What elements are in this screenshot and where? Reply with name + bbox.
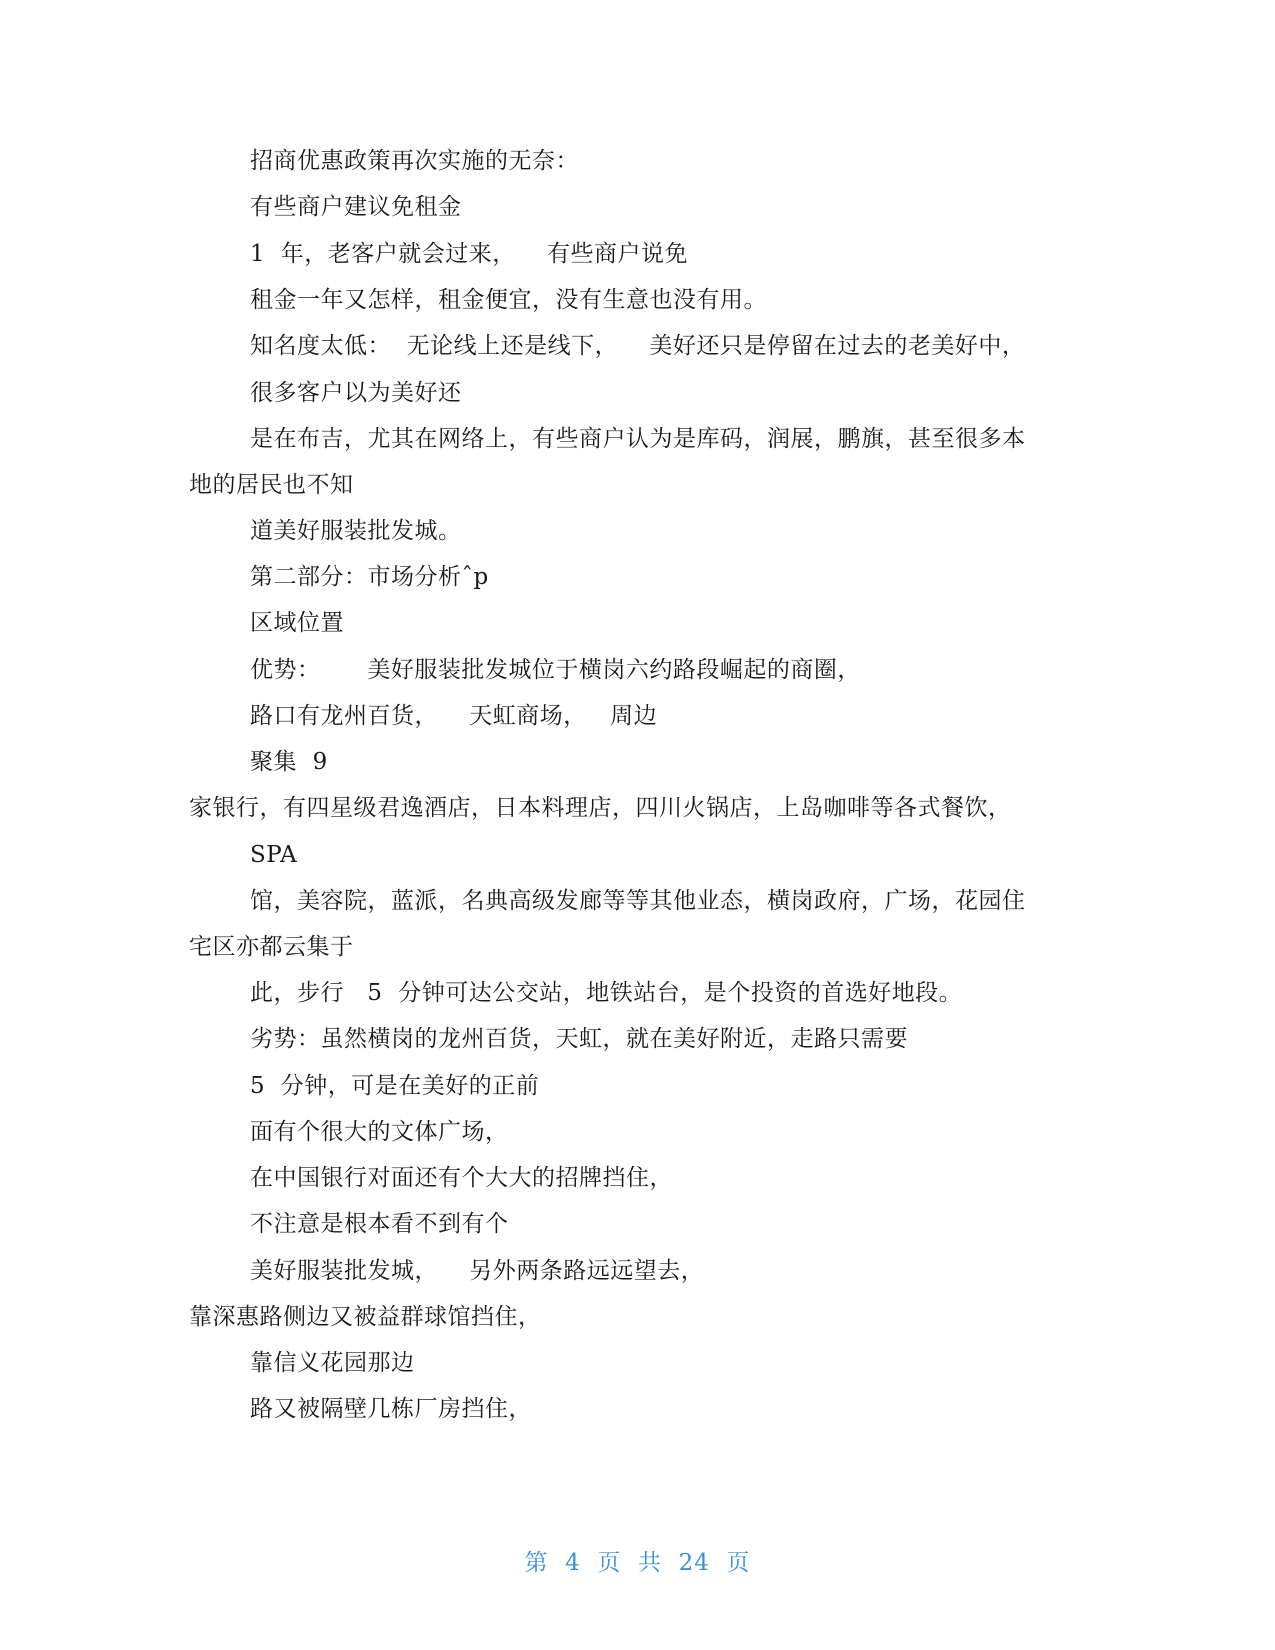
text-line: 道美好服装批发城。 (250, 518, 462, 544)
text-line: 宅区亦都云集于 (189, 934, 354, 960)
text-line: 路又被隔壁几栋厂房挡住， (250, 1396, 532, 1422)
text-line: 5 分钟，可是在美好的正前 (250, 1073, 540, 1099)
text-line: 馆，美容院，蓝派，名典高级发廊等等其他业态，横岗政府，广场，花园住 (250, 888, 1026, 914)
section-heading: 第二部分：市场分析ˆp (250, 564, 489, 590)
text-line: 不注意是根本看不到有个 (250, 1211, 509, 1237)
text-line: 有些商户建议免租金 (250, 194, 462, 220)
text-line: 美好服装批发城， 另外两条路远远望去， (250, 1258, 705, 1284)
text-line: 地的居民也不知 (189, 472, 354, 498)
text-line: 租金一年又怎样，租金便宜，没有生意也没有用。 (250, 287, 767, 313)
text-line: 招商优惠政策再次实施的无奈： (250, 148, 579, 174)
text-line: 聚集 9 (250, 749, 328, 775)
text-line: 靠信义花园那边 (250, 1350, 415, 1376)
text-line: 很多客户以为美好还 (250, 380, 462, 406)
text-line: 此，步行 5 分钟可达公交站，地铁站台，是个投资的首选好地段。 (250, 980, 963, 1006)
text-line: SPA (250, 842, 298, 868)
text-line: 知名度太低： 无论线上还是线下， 美好还只是停留在过去的老美好中， (250, 333, 1026, 359)
text-line: 在中国银行对面还有个大大的招牌挡住， (250, 1165, 673, 1191)
text-line: 优势： 美好服装批发城位于横岗六约路段崛起的商圈， (250, 657, 861, 683)
text-line: 面有个很大的文体广场， (250, 1119, 509, 1145)
text-line: 路口有龙州百货， 天虹商场， 周边 (250, 703, 658, 729)
subsection-heading: 区域位置 (250, 610, 344, 636)
page-number-footer: 第 4 页 共 24 页 (524, 1550, 751, 1576)
text-line: 靠深惠路侧边又被益群球馆挡住， (189, 1304, 542, 1330)
text-line: 1 年，老客户就会过来， 有些商户说免 (250, 241, 688, 267)
text-line: 劣势：虽然横岗的龙州百货，天虹，就在美好附近，走路只需要 (250, 1026, 908, 1052)
text-line: 家银行，有四星级君逸酒店，日本料理店，四川火锅店，上岛咖啡等各式餐饮， (189, 795, 1012, 821)
text-line: 是在布吉，尤其在网络上，有些商户认为是库码，润展，鹏旗，甚至很多本 (250, 426, 1026, 452)
